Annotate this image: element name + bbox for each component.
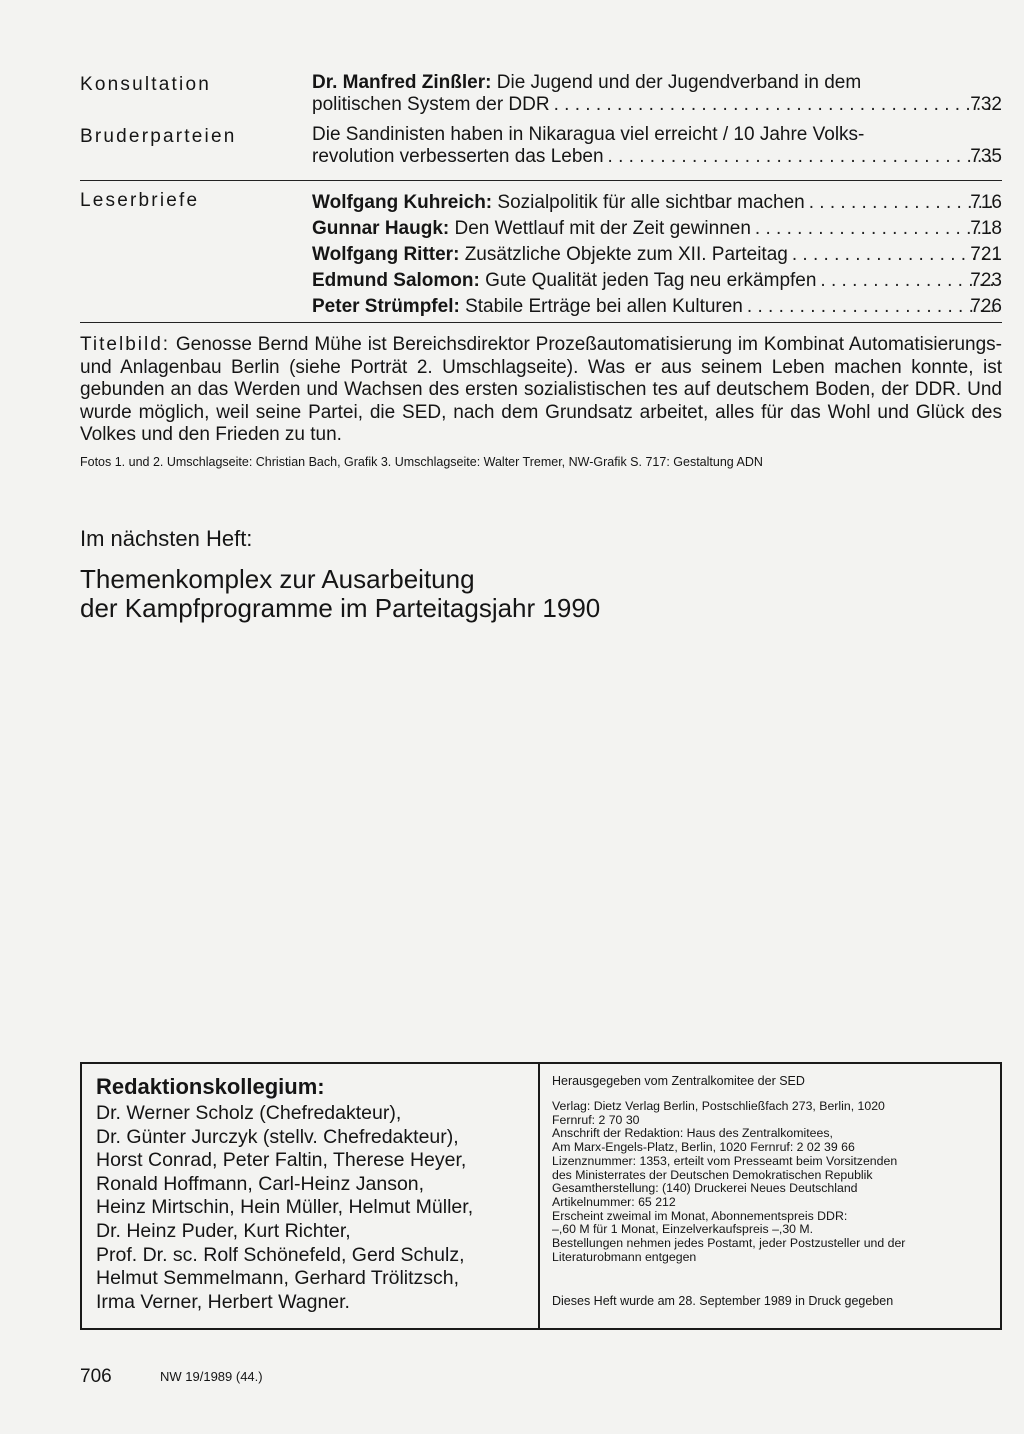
toc-title: Gute Qualität jeden Tag neu erkämpfen [485,270,817,291]
toc-title: Sozialpolitik für alle sichtbar machen [497,192,805,213]
toc-page-number: 732 [970,94,1002,115]
publisher-heading: Herausgegeben vom Zentralkomitee der SED [552,1074,805,1088]
toc-title: Stabile Erträge bei allen Kulturen [465,296,743,317]
toc-author: Edmund Salomon: [312,270,480,291]
toc-author: Gunnar Haugk: [312,218,450,239]
redaktion-line: Ronald Hoffmann, Carl-Heinz Janson, [96,1172,425,1195]
next-issue-label: Im nächsten Heft: [80,526,253,551]
titelbild-caption [80,334,1002,447]
publisher-line: Verlag: Dietz Verlag Berlin, Postschließfach 273, Berlin, 1020 [552,1099,885,1113]
toc-author: Peter Strümpfel: [312,296,460,317]
toc-entry [312,124,1002,168]
list-item [312,268,1002,294]
toc-page-number: 735 [970,146,1002,167]
next-issue-title [80,565,600,623]
toc-page-number: 726 [970,296,1002,317]
toc-author: Wolfgang Ritter: [312,244,460,265]
redaktion-list [96,1102,473,1314]
publisher-line: Bestellungen nehmen jedes Postamt, jeder Postzusteller und der [552,1236,906,1251]
toc-title-line1: Die Jugend und der Jugendverband in dem [496,72,862,93]
redaktion-line: Helmut Semmelmann, Gerhard Trölitzsch, [96,1267,460,1290]
publisher-line: Fernruf: 2 70 30 [552,1112,640,1127]
redaktion-line: Dr. Heinz Puder, Kurt Richter, [96,1219,351,1242]
impressum-divider [538,1064,540,1328]
titelbild-text: Genosse Bernd Mühe ist Bereichsdirektor Prozeßautomatisierung im Kombinat Automatisierungs- und Anlagenbau Berlin (siehe Porträt 2. Umschlagseite). Was er aus seinem Leben machen konnte, ist gebunden an das Werden und Wachsen des ersten sozialistischen tes auf deutschem Boden, der DDR. Und wurde möglich, weil seine Partei, die SED, nach dem Grundsatz arbeitet, alles für das Wohl und Glück des Volkes und den Frieden zu tun. [80,334,1002,446]
publisher-line: Anschrift der Redaktion: Haus des Zentralkomitees, [552,1126,833,1141]
next-issue-title-line2: der Kampfprogramme im Parteitagsjahr 1990 [80,593,601,623]
divider [80,322,1002,323]
list-item [312,216,1002,242]
page-number: 706 [80,1366,112,1387]
toc-author: Dr. Manfred Zinßler: [312,72,492,93]
list-item [312,294,1002,320]
redaktion-heading: Redaktionskollegium: [96,1074,325,1099]
photo-credits: Fotos 1. und 2. Umschlagseite: Christian Bach, Grafik 3. Umschlagseite: Walter Tremer, NW-Grafik S. 717: Gestaltung ADN [80,455,763,469]
list-item [312,190,1002,216]
publisher-details [552,1100,992,1264]
publisher-line: Erscheint zweimal im Monat, Abonnementspreis DDR: [552,1208,848,1223]
toc-page-number: 718 [970,218,1002,239]
toc-title: Zusätzliche Objekte zum XII. Parteitag [464,244,788,265]
toc-title-line2: revolution verbesserten das Leben [312,146,604,167]
toc-konsultation [80,70,1002,170]
toc-page-number: 721 [970,244,1002,265]
publisher-line: Am Marx-Engels-Platz, Berlin, 1020 Fernruf: 2 02 39 66 [552,1140,855,1155]
toc-page-number: 716 [970,192,1002,213]
publisher-line: Artikelnummer: 65 212 [552,1194,676,1209]
toc-category: Konsultation [80,74,211,95]
divider [80,180,1002,181]
list-item [312,242,1002,268]
toc-entry [312,72,1002,116]
publisher-line: Lizenznummer: 1353, erteilt vom Presseamt beim Vorsitzenden [552,1153,898,1168]
toc-title-line1: Die Sandinisten haben in Nikaragua viel erreicht / 10 Jahre Volks- [312,124,865,145]
publisher-line: Literaturobmann entgegen [552,1249,697,1264]
redaktion-line: Dr. Werner Scholz (Chefredakteur), [96,1102,402,1124]
toc-leserbriefe [80,186,1002,318]
toc-page-number: 723 [970,270,1002,291]
publisher-line: –,60 M für 1 Monat, Einzelverkaufspreis –,30 M. [552,1222,814,1237]
toc-author: Wolfgang Kuhreich: [312,192,493,213]
leserbriefe-list [312,190,1002,320]
titelbild-label: Titelbild: [80,334,171,355]
redaktion-line: Prof. Dr. sc. Rolf Schönefeld, Gerd Schulz, [96,1243,465,1266]
toc-title: Den Wettlauf mit der Zeit gewinnen [454,218,751,239]
redaktion-line: Dr. Günter Jurczyk (stellv. Chefredakteur), [96,1125,459,1148]
redaktion-line: Horst Conrad, Peter Faltin, Therese Heyer, [96,1149,467,1172]
print-date: Dieses Heft wurde am 28. September 1989 in Druck gegeben [552,1294,894,1308]
issue-info: NW 19/1989 (44.) [160,1369,263,1384]
next-issue-title-line1: Themenkomplex zur Ausarbeitung [80,564,475,594]
publisher-line: des Ministerrates der Deutschen Demokratischen Republik [552,1167,873,1182]
redaktion-line: Irma Verner, Herbert Wagner. [96,1290,350,1313]
toc-category: Leserbriefe [80,190,200,211]
redaktion-line: Heinz Mirtschin, Hein Müller, Helmut Müller, [96,1196,474,1219]
toc-title-line2: politischen System der DDR [312,94,550,115]
publisher-line: Gesamtherstellung: (140) Druckerei Neues Deutschland [552,1181,858,1196]
impressum-box [80,1062,1002,1330]
toc-category: Bruderparteien [80,126,237,147]
